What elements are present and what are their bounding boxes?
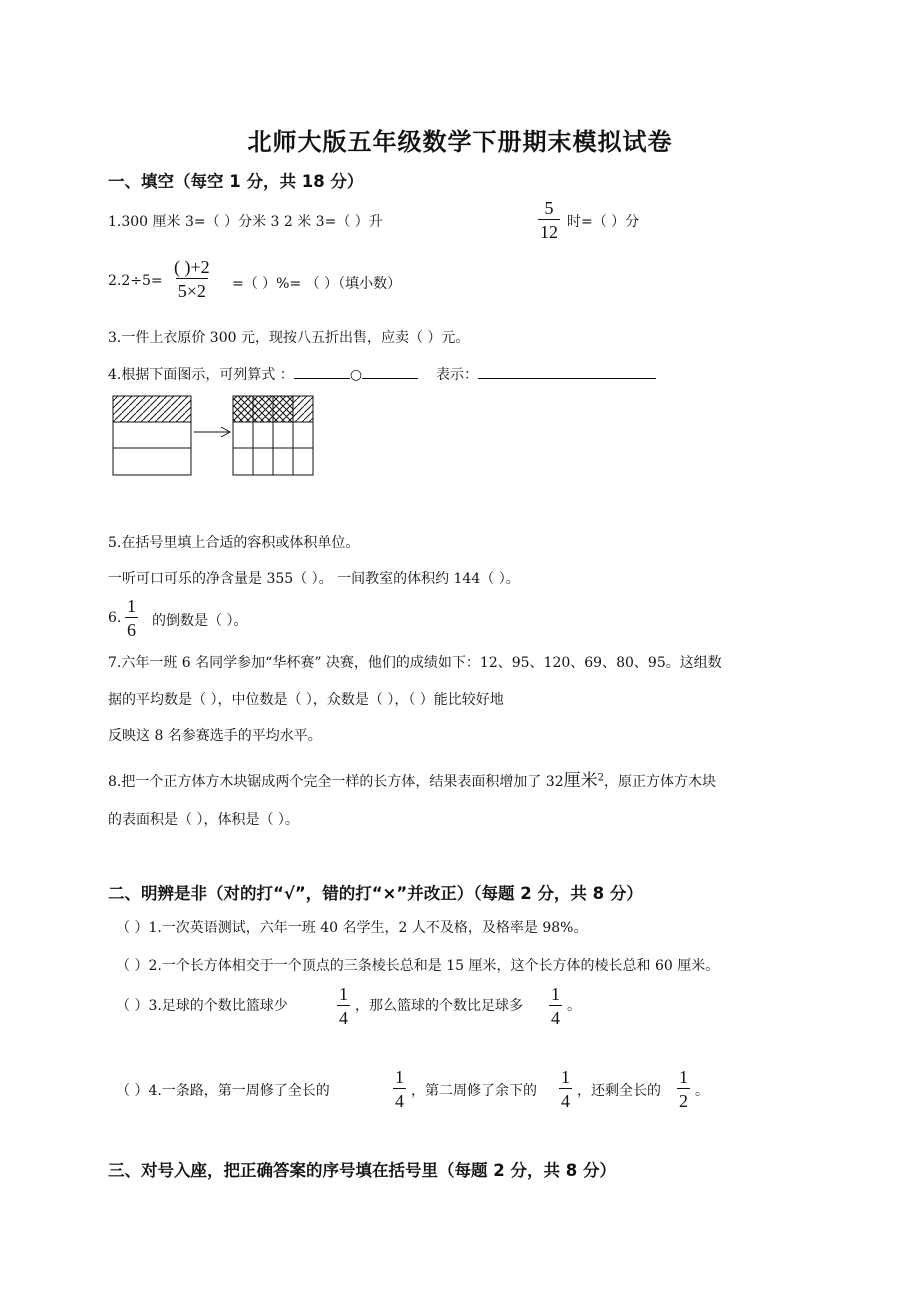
fraction-diagram (108, 392, 320, 480)
arrow-icon (194, 427, 230, 437)
unit: 厘米 (563, 771, 598, 791)
question-5-items: 一听可口可乐的净含量是 355（ ）。 一间教室的体积约 144（ ）。 (108, 571, 520, 587)
judge-item-3-end: 。 (567, 998, 581, 1014)
question-1: 1.300 厘米 3=（ ）分米 3 2 米 3=（ ）升 (108, 214, 383, 230)
judge-item-3: （ ）3.足球的个数比篮球少 (116, 998, 288, 1014)
question-8-line-2: 的表面积是（ ），体积是（ ）。 (108, 812, 299, 828)
item-3-fraction-a: $\frac{1}{4}$ (339, 984, 348, 1028)
right-grid (233, 396, 313, 475)
q6-fraction (125, 597, 138, 639)
answer-blank[interactable] (294, 364, 350, 379)
judge-item-4-mid: ，第二周修了余下的 (411, 1083, 537, 1099)
question-8-line-1: 8.把一个正方体方木块锯成两个完全一样的长方体，结果表面积增加了 32厘米$^2$，原正方体方木块 (108, 771, 716, 791)
fraction-numerator: 5 (544, 198, 554, 218)
judge-item-4: （ ）4.一条路，第一周修了全长的 (116, 1083, 330, 1099)
question-5: 5.在括号里填上合适的容积或体积单位。 (108, 535, 360, 551)
item-4-fraction-a: $\frac{1}{4}$ (395, 1067, 404, 1111)
answer-blank[interactable] (362, 364, 418, 379)
fraction-denominator: 12 (538, 219, 560, 241)
question-1-tail: 时=（ ）分 (567, 214, 640, 230)
page-title: 北师大版五年级数学下册期末模拟试卷 (247, 128, 673, 156)
judge-item-1: （ ）1.一次英语测试，六年一班 40 名学生，2 人不及格，及格率是 98%。 (116, 920, 588, 936)
question-7-line-2: 据的平均数是（ ），中位数是（ ），众数是（ ），（ ）能比较好地 (108, 692, 504, 708)
q2-fraction (172, 258, 212, 300)
fraction-denominator: 5×2 (176, 278, 208, 300)
fraction-numerator: 1 (127, 596, 136, 616)
question-6: 6. (108, 610, 122, 626)
compare-circle: ○ (349, 367, 363, 383)
question-6-tail: 的倒数是（ ）。 (152, 613, 248, 629)
left-rectangle (113, 396, 191, 475)
judge-item-4-mid2: ，还剩全长的 (577, 1083, 661, 1099)
q1-fraction (538, 199, 560, 241)
question-4-text: 4.根据下面图示，可列算式 ： (108, 367, 294, 383)
question-3: 3.一件上衣原价 300 元，现按八五折出售，应卖（ ）元。 (108, 330, 470, 346)
section-3-heading: 三、对号入座，把正确答案的序号填在括号里（每题 2 分，共 8 分） (108, 1161, 616, 1180)
judge-item-4-end: 。 (695, 1083, 709, 1099)
item-4-fraction-c: $\frac{1}{2}$ (679, 1067, 688, 1111)
answer-blank[interactable] (478, 364, 656, 379)
judge-item-3-mid: ，那么篮球的个数比足球多 (355, 998, 523, 1014)
fraction-numerator: ( )+2 (174, 257, 210, 277)
section-2-heading: 二、明辨是非（对的打“√”，错的打“×”并改正）（每题 2 分，共 8 分） (108, 884, 643, 903)
question-2-tail: =（ ）%= （ ）（填小数） (232, 276, 402, 292)
judge-item-2: （ ）2.一个长方体相交于一个顶点的三条棱长总和是 15 厘米，这个长方体的棱长总和 60 厘米。 (116, 958, 720, 974)
question-2: 2.2÷5= (108, 273, 163, 289)
item-4-fraction-b: $\frac{1}{4}$ (561, 1067, 570, 1111)
fraction-denominator: 6 (125, 617, 138, 639)
question-7-line-3: 反映这 8 名参赛选手的平均水平。 (108, 728, 322, 744)
question-7-line-1: 7.六年一班 6 名同学参加“华杯赛” 决赛，他们的成绩如下：12、95、120、69、80、95。这组数 (108, 655, 722, 671)
question-4 (108, 364, 656, 384)
section-1-heading: 一、填空（每空 1 分，共 18 分） (108, 172, 364, 191)
question-4-meaning-label: 表示： (436, 367, 479, 383)
item-3-fraction-b: $\frac{1}{4}$ (551, 984, 560, 1028)
